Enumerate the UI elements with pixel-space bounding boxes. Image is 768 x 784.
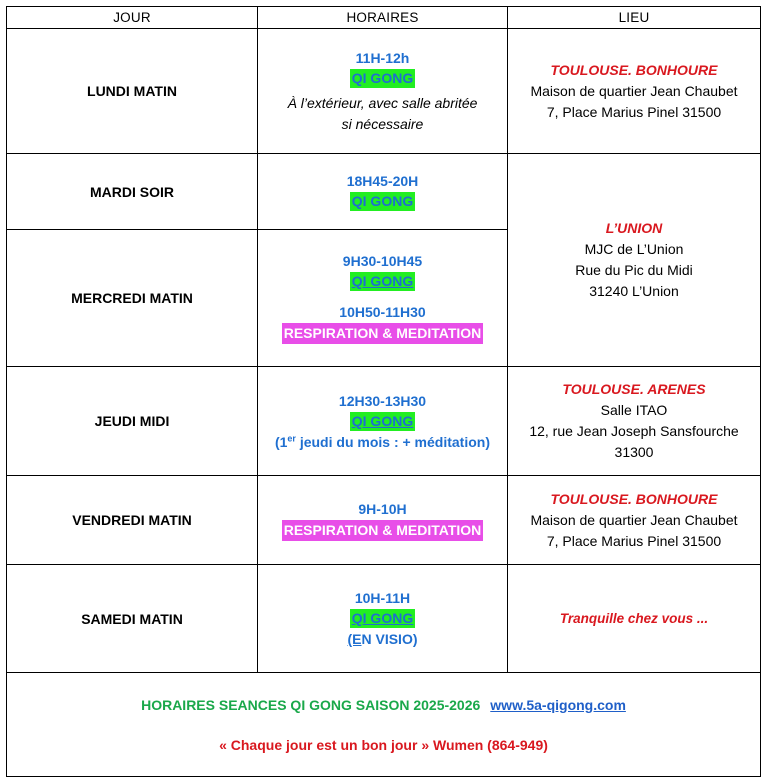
hours-cell (258, 565, 508, 673)
schedule-table (6, 6, 761, 777)
place-note: Tranquille chez vous ... (559, 610, 709, 626)
day-cell: JEUDI MIDI (7, 367, 258, 476)
time-slot: 11H-12h (355, 49, 410, 66)
place-title: TOULOUSE. BONHOURE (550, 490, 718, 507)
table-row-vendredi (7, 476, 761, 565)
place-address: Rue du Pic du Midi (575, 262, 693, 278)
table-row-samedi (7, 565, 761, 673)
place-title: L’UNION (605, 220, 663, 236)
note-prefix: (1 (274, 433, 288, 450)
day-cell: MARDI SOIR (7, 154, 258, 230)
place-cell (508, 29, 761, 154)
meditation-note (258, 432, 507, 452)
note-rest: jeudi du mois : + méditation) (295, 433, 491, 450)
note-superscript: er (287, 432, 296, 443)
location-note: si nécessaire (341, 115, 424, 132)
header-place: LIEU (508, 7, 761, 29)
place-cell (508, 367, 761, 476)
activity-qigong: QI GONG (351, 610, 414, 626)
quote: « Chaque jour est un bon jour » Wumen (864-949) (219, 736, 548, 753)
header-day: JOUR (7, 7, 258, 29)
activity-qigong: QI GONG (351, 193, 414, 209)
activity-respiration-meditation: RESPIRATION & MEDITATION (282, 323, 484, 344)
hours-cell (258, 29, 508, 154)
website-link[interactable]: www.5a-qigong.com (490, 696, 626, 713)
footer-cell (7, 673, 761, 777)
place-address: Maison de quartier Jean Chaubet (530, 82, 738, 99)
hours-cell (258, 367, 508, 476)
place-address: 7, Place Marius Pinel 31500 (546, 103, 722, 120)
place-title: TOULOUSE. ARENES (562, 381, 706, 397)
place-address: 31300 (614, 444, 654, 460)
header-hours: HORAIRES (258, 7, 508, 29)
visio-rest: N VISIO) (361, 631, 418, 647)
time-slot: 9H30-10H45 (342, 253, 423, 269)
time-slot: 10H-11H (354, 590, 411, 606)
place-address: Salle ITAO (600, 402, 668, 418)
place-address: 7, Place Marius Pinel 31500 (546, 532, 722, 549)
table-row-mardi (7, 154, 761, 230)
activity-qigong: QI GONG (351, 69, 414, 86)
hours-cell (258, 476, 508, 565)
location-note: À l’extérieur, avec salle abritée (287, 94, 478, 111)
place-cell-union (508, 154, 761, 367)
place-address: 12, rue Jean Joseph Sansfourche (529, 423, 739, 439)
visio-note (258, 629, 507, 649)
visio-first: (E (347, 631, 362, 647)
footer-line (7, 695, 760, 715)
activity-qigong: QI GONG (351, 273, 414, 289)
table-row-jeudi (7, 367, 761, 476)
place-address: 31240 L’Union (589, 283, 679, 299)
place-address: Maison de quartier Jean Chaubet (530, 511, 738, 528)
day-cell: MERCREDI MATIN (7, 230, 258, 367)
season-title: HORAIRES SEANCES QI GONG SAISON 2025-2026 (141, 696, 481, 713)
footer-row (7, 673, 761, 777)
hours-cell (258, 230, 508, 367)
activity-qigong: QI GONG (351, 412, 414, 429)
place-address: MJC de L’Union (584, 241, 684, 257)
day-cell: VENDREDI MATIN (7, 476, 258, 565)
place-title: TOULOUSE. BONHOURE (550, 61, 718, 78)
day-cell: LUNDI MATIN (7, 29, 258, 154)
table-row-lundi (7, 29, 761, 154)
time-slot: 10H50-11H30 (339, 304, 426, 320)
hours-cell (258, 154, 508, 230)
header-row (7, 7, 761, 29)
day-cell: SAMEDI MATIN (7, 565, 258, 673)
place-cell (508, 476, 761, 565)
time-slot: 18H45-20H (346, 173, 419, 189)
time-slot: 9H-10H (358, 500, 407, 517)
place-cell (508, 565, 761, 673)
time-slot: 12H30-13H30 (338, 392, 427, 409)
activity-respiration-meditation: RESPIRATION & MEDITATION (282, 520, 484, 541)
